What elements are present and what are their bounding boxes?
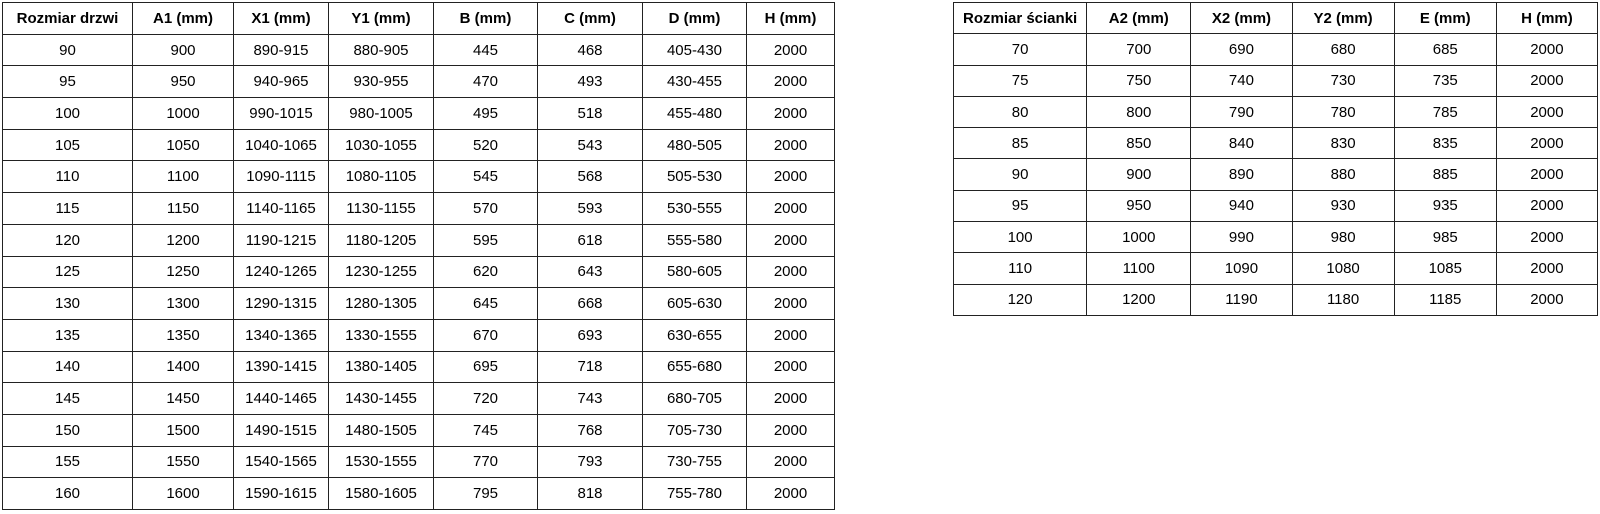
table-cell: 718: [538, 351, 643, 383]
table-row: [3, 34, 835, 66]
table-cell: 670: [434, 319, 538, 351]
table-cell: 900: [1087, 159, 1191, 190]
table-cell: 793: [538, 446, 643, 478]
table-cell: 1590-1615: [234, 478, 329, 510]
table-row: [954, 222, 1598, 253]
table-cell: 680-705: [643, 383, 747, 415]
table-cell: 1330-1555: [329, 319, 434, 351]
table-cell: 930: [1292, 190, 1394, 221]
column-header: A2 (mm): [1087, 3, 1191, 34]
table-cell: 930-955: [329, 66, 434, 98]
table-row: [3, 66, 835, 98]
table-row: [954, 34, 1598, 65]
table-cell: 1240-1265: [234, 256, 329, 288]
table-cell: 1500: [133, 414, 234, 446]
table-cell: 445: [434, 34, 538, 66]
table-row: [3, 224, 835, 256]
table-cell: 1000: [133, 98, 234, 130]
table-cell: 1090: [1191, 253, 1292, 284]
table-row: [954, 190, 1598, 221]
table-cell: 2000: [1496, 284, 1597, 315]
table-cell: 1150: [133, 193, 234, 225]
table-cell: 2000: [1496, 190, 1597, 221]
column-header: B (mm): [434, 3, 538, 35]
table-cell: 1040-1065: [234, 129, 329, 161]
table-cell: 655-680: [643, 351, 747, 383]
table-cell: 120: [954, 284, 1087, 315]
table-cell: 150: [3, 414, 133, 446]
table-cell: 890: [1191, 159, 1292, 190]
table-row: [954, 253, 1598, 284]
table-cell: 1400: [133, 351, 234, 383]
table-row: [3, 446, 835, 478]
table-cell: 1480-1505: [329, 414, 434, 446]
table-cell: 730: [1292, 65, 1394, 96]
table-cell: 120: [3, 224, 133, 256]
table-cell: 735: [1394, 65, 1496, 96]
table-cell: 618: [538, 224, 643, 256]
table-cell: 2000: [747, 98, 835, 130]
table-cell: 110: [3, 161, 133, 193]
table-cell: 155: [3, 446, 133, 478]
table-cell: 685: [1394, 34, 1496, 65]
table-cell: 750: [1087, 65, 1191, 96]
column-header: Rozmiar ścianki: [954, 3, 1087, 34]
table-cell: 1180: [1292, 284, 1394, 315]
table-cell: 755-780: [643, 478, 747, 510]
table-cell: 705-730: [643, 414, 747, 446]
door-sizes-table: [2, 2, 835, 510]
table-cell: 1080: [1292, 253, 1394, 284]
table-cell: 580-605: [643, 256, 747, 288]
table-cell: 468: [538, 34, 643, 66]
table-cell: 2000: [747, 129, 835, 161]
table-cell: 75: [954, 65, 1087, 96]
table-cell: 2000: [747, 193, 835, 225]
table-cell: 730-755: [643, 446, 747, 478]
table-cell: 690: [1191, 34, 1292, 65]
table-cell: 950: [133, 66, 234, 98]
table-cell: 1190-1215: [234, 224, 329, 256]
column-header: H (mm): [1496, 3, 1597, 34]
table-row: [3, 256, 835, 288]
column-header: X2 (mm): [1191, 3, 1292, 34]
table-cell: 2000: [747, 446, 835, 478]
wall-sizes-table: [953, 2, 1598, 316]
table-cell: 1000: [1087, 222, 1191, 253]
table-cell: 1580-1605: [329, 478, 434, 510]
header-row: [3, 3, 835, 35]
table-cell: 950: [1087, 190, 1191, 221]
table-cell: 1085: [1394, 253, 1496, 284]
table-row: [954, 159, 1598, 190]
table-cell: 570: [434, 193, 538, 225]
table-cell: 2000: [747, 34, 835, 66]
table-cell: 90: [954, 159, 1087, 190]
table-row: [3, 319, 835, 351]
table-cell: 795: [434, 478, 538, 510]
table-cell: 2000: [747, 161, 835, 193]
table-cell: 115: [3, 193, 133, 225]
column-header: H (mm): [747, 3, 835, 35]
table-cell: 1530-1555: [329, 446, 434, 478]
column-header: E (mm): [1394, 3, 1496, 34]
table-cell: 840: [1191, 128, 1292, 159]
column-header: D (mm): [643, 3, 747, 35]
table-cell: 768: [538, 414, 643, 446]
table-cell: 2000: [747, 256, 835, 288]
table-cell: 430-455: [643, 66, 747, 98]
table-cell: 940: [1191, 190, 1292, 221]
table-cell: 145: [3, 383, 133, 415]
table-cell: 568: [538, 161, 643, 193]
table-cell: 1390-1415: [234, 351, 329, 383]
table-cell: 1100: [1087, 253, 1191, 284]
table-cell: 85: [954, 128, 1087, 159]
table-cell: 693: [538, 319, 643, 351]
table-cell: 140: [3, 351, 133, 383]
table-cell: 940-965: [234, 66, 329, 98]
table-cell: 695: [434, 351, 538, 383]
table-cell: 1550: [133, 446, 234, 478]
table-cell: 1540-1565: [234, 446, 329, 478]
table-cell: 1100: [133, 161, 234, 193]
table-cell: 620: [434, 256, 538, 288]
table-cell: 885: [1394, 159, 1496, 190]
table-cell: 880: [1292, 159, 1394, 190]
table-cell: 125: [3, 256, 133, 288]
table-row: [3, 383, 835, 415]
table-cell: 785: [1394, 96, 1496, 127]
table-cell: 1340-1365: [234, 319, 329, 351]
table-cell: 700: [1087, 34, 1191, 65]
table-cell: 2000: [1496, 253, 1597, 284]
table-cell: 1380-1405: [329, 351, 434, 383]
table-cell: 980-1005: [329, 98, 434, 130]
table-cell: 935: [1394, 190, 1496, 221]
table-cell: 95: [3, 66, 133, 98]
table-cell: 1080-1105: [329, 161, 434, 193]
table-cell: 555-580: [643, 224, 747, 256]
table-cell: 830: [1292, 128, 1394, 159]
table-cell: 668: [538, 288, 643, 320]
table-cell: 495: [434, 98, 538, 130]
table-cell: 2000: [747, 66, 835, 98]
table-cell: 1440-1465: [234, 383, 329, 415]
table-row: [3, 351, 835, 383]
table-cell: 835: [1394, 128, 1496, 159]
table-cell: 1250: [133, 256, 234, 288]
table-cell: 2000: [747, 383, 835, 415]
table-cell: 70: [954, 34, 1087, 65]
table-cell: 405-430: [643, 34, 747, 66]
table-cell: 880-905: [329, 34, 434, 66]
table-cell: 105: [3, 129, 133, 161]
table-cell: 95: [954, 190, 1087, 221]
table-cell: 2000: [1496, 34, 1597, 65]
table-cell: 1290-1315: [234, 288, 329, 320]
table-cell: 518: [538, 98, 643, 130]
table-cell: 1190: [1191, 284, 1292, 315]
table-cell: 720: [434, 383, 538, 415]
table-cell: 2000: [1496, 222, 1597, 253]
table-cell: 595: [434, 224, 538, 256]
table-cell: 1200: [133, 224, 234, 256]
table-cell: 455-480: [643, 98, 747, 130]
table-cell: 645: [434, 288, 538, 320]
table-cell: 890-915: [234, 34, 329, 66]
column-header: Rozmiar drzwi: [3, 3, 133, 35]
table-cell: 2000: [747, 351, 835, 383]
table-cell: 790: [1191, 96, 1292, 127]
table-cell: 1280-1305: [329, 288, 434, 320]
table-cell: 743: [538, 383, 643, 415]
table-cell: 2000: [1496, 159, 1597, 190]
table-row: [3, 414, 835, 446]
table-cell: 90: [3, 34, 133, 66]
table-cell: 2000: [747, 478, 835, 510]
table-cell: 740: [1191, 65, 1292, 96]
table-cell: 1180-1205: [329, 224, 434, 256]
table-cell: 980: [1292, 222, 1394, 253]
table-cell: 2000: [747, 414, 835, 446]
table-cell: 780: [1292, 96, 1394, 127]
table-cell: 1490-1515: [234, 414, 329, 446]
table-row: [3, 478, 835, 510]
table-cell: 900: [133, 34, 234, 66]
table-row: [954, 96, 1598, 127]
table-cell: 1200: [1087, 284, 1191, 315]
table-row: [954, 65, 1598, 96]
table-cell: 470: [434, 66, 538, 98]
table-cell: 2000: [1496, 96, 1597, 127]
table-row: [3, 98, 835, 130]
table-cell: 593: [538, 193, 643, 225]
table-row: [954, 128, 1598, 159]
table-cell: 680: [1292, 34, 1394, 65]
table-cell: 2000: [1496, 128, 1597, 159]
table-cell: 160: [3, 478, 133, 510]
table-cell: 1430-1455: [329, 383, 434, 415]
table-cell: 520: [434, 129, 538, 161]
table-cell: 530-555: [643, 193, 747, 225]
table-cell: 630-655: [643, 319, 747, 351]
table-cell: 1050: [133, 129, 234, 161]
table-cell: 990-1015: [234, 98, 329, 130]
table-cell: 1230-1255: [329, 256, 434, 288]
table-row: [3, 193, 835, 225]
table-cell: 80: [954, 96, 1087, 127]
column-header: Y1 (mm): [329, 3, 434, 35]
table-cell: 493: [538, 66, 643, 98]
table-cell: 643: [538, 256, 643, 288]
table-cell: 480-505: [643, 129, 747, 161]
table-cell: 100: [3, 98, 133, 130]
table-cell: 545: [434, 161, 538, 193]
table-cell: 1300: [133, 288, 234, 320]
table-cell: 1130-1155: [329, 193, 434, 225]
table-cell: 2000: [747, 288, 835, 320]
column-header: A1 (mm): [133, 3, 234, 35]
table-cell: 100: [954, 222, 1087, 253]
table-cell: 543: [538, 129, 643, 161]
table-cell: 1350: [133, 319, 234, 351]
table-row: [3, 161, 835, 193]
table-cell: 605-630: [643, 288, 747, 320]
table-cell: 800: [1087, 96, 1191, 127]
table-cell: 1140-1165: [234, 193, 329, 225]
table-cell: 2000: [1496, 65, 1597, 96]
table-cell: 745: [434, 414, 538, 446]
table-cell: 818: [538, 478, 643, 510]
table-cell: 1185: [1394, 284, 1496, 315]
table-cell: 2000: [747, 224, 835, 256]
table-row: [954, 284, 1598, 315]
table-cell: 110: [954, 253, 1087, 284]
table-cell: 135: [3, 319, 133, 351]
table-cell: 770: [434, 446, 538, 478]
table-cell: 1090-1115: [234, 161, 329, 193]
table-cell: 985: [1394, 222, 1496, 253]
table-row: [3, 288, 835, 320]
table-cell: 850: [1087, 128, 1191, 159]
header-row: [954, 3, 1598, 34]
column-header: C (mm): [538, 3, 643, 35]
table-cell: 990: [1191, 222, 1292, 253]
table-cell: 2000: [747, 319, 835, 351]
column-header: X1 (mm): [234, 3, 329, 35]
column-header: Y2 (mm): [1292, 3, 1394, 34]
table-cell: 130: [3, 288, 133, 320]
table-cell: 505-530: [643, 161, 747, 193]
table-row: [3, 129, 835, 161]
table-cell: 1600: [133, 478, 234, 510]
table-cell: 1030-1055: [329, 129, 434, 161]
table-cell: 1450: [133, 383, 234, 415]
